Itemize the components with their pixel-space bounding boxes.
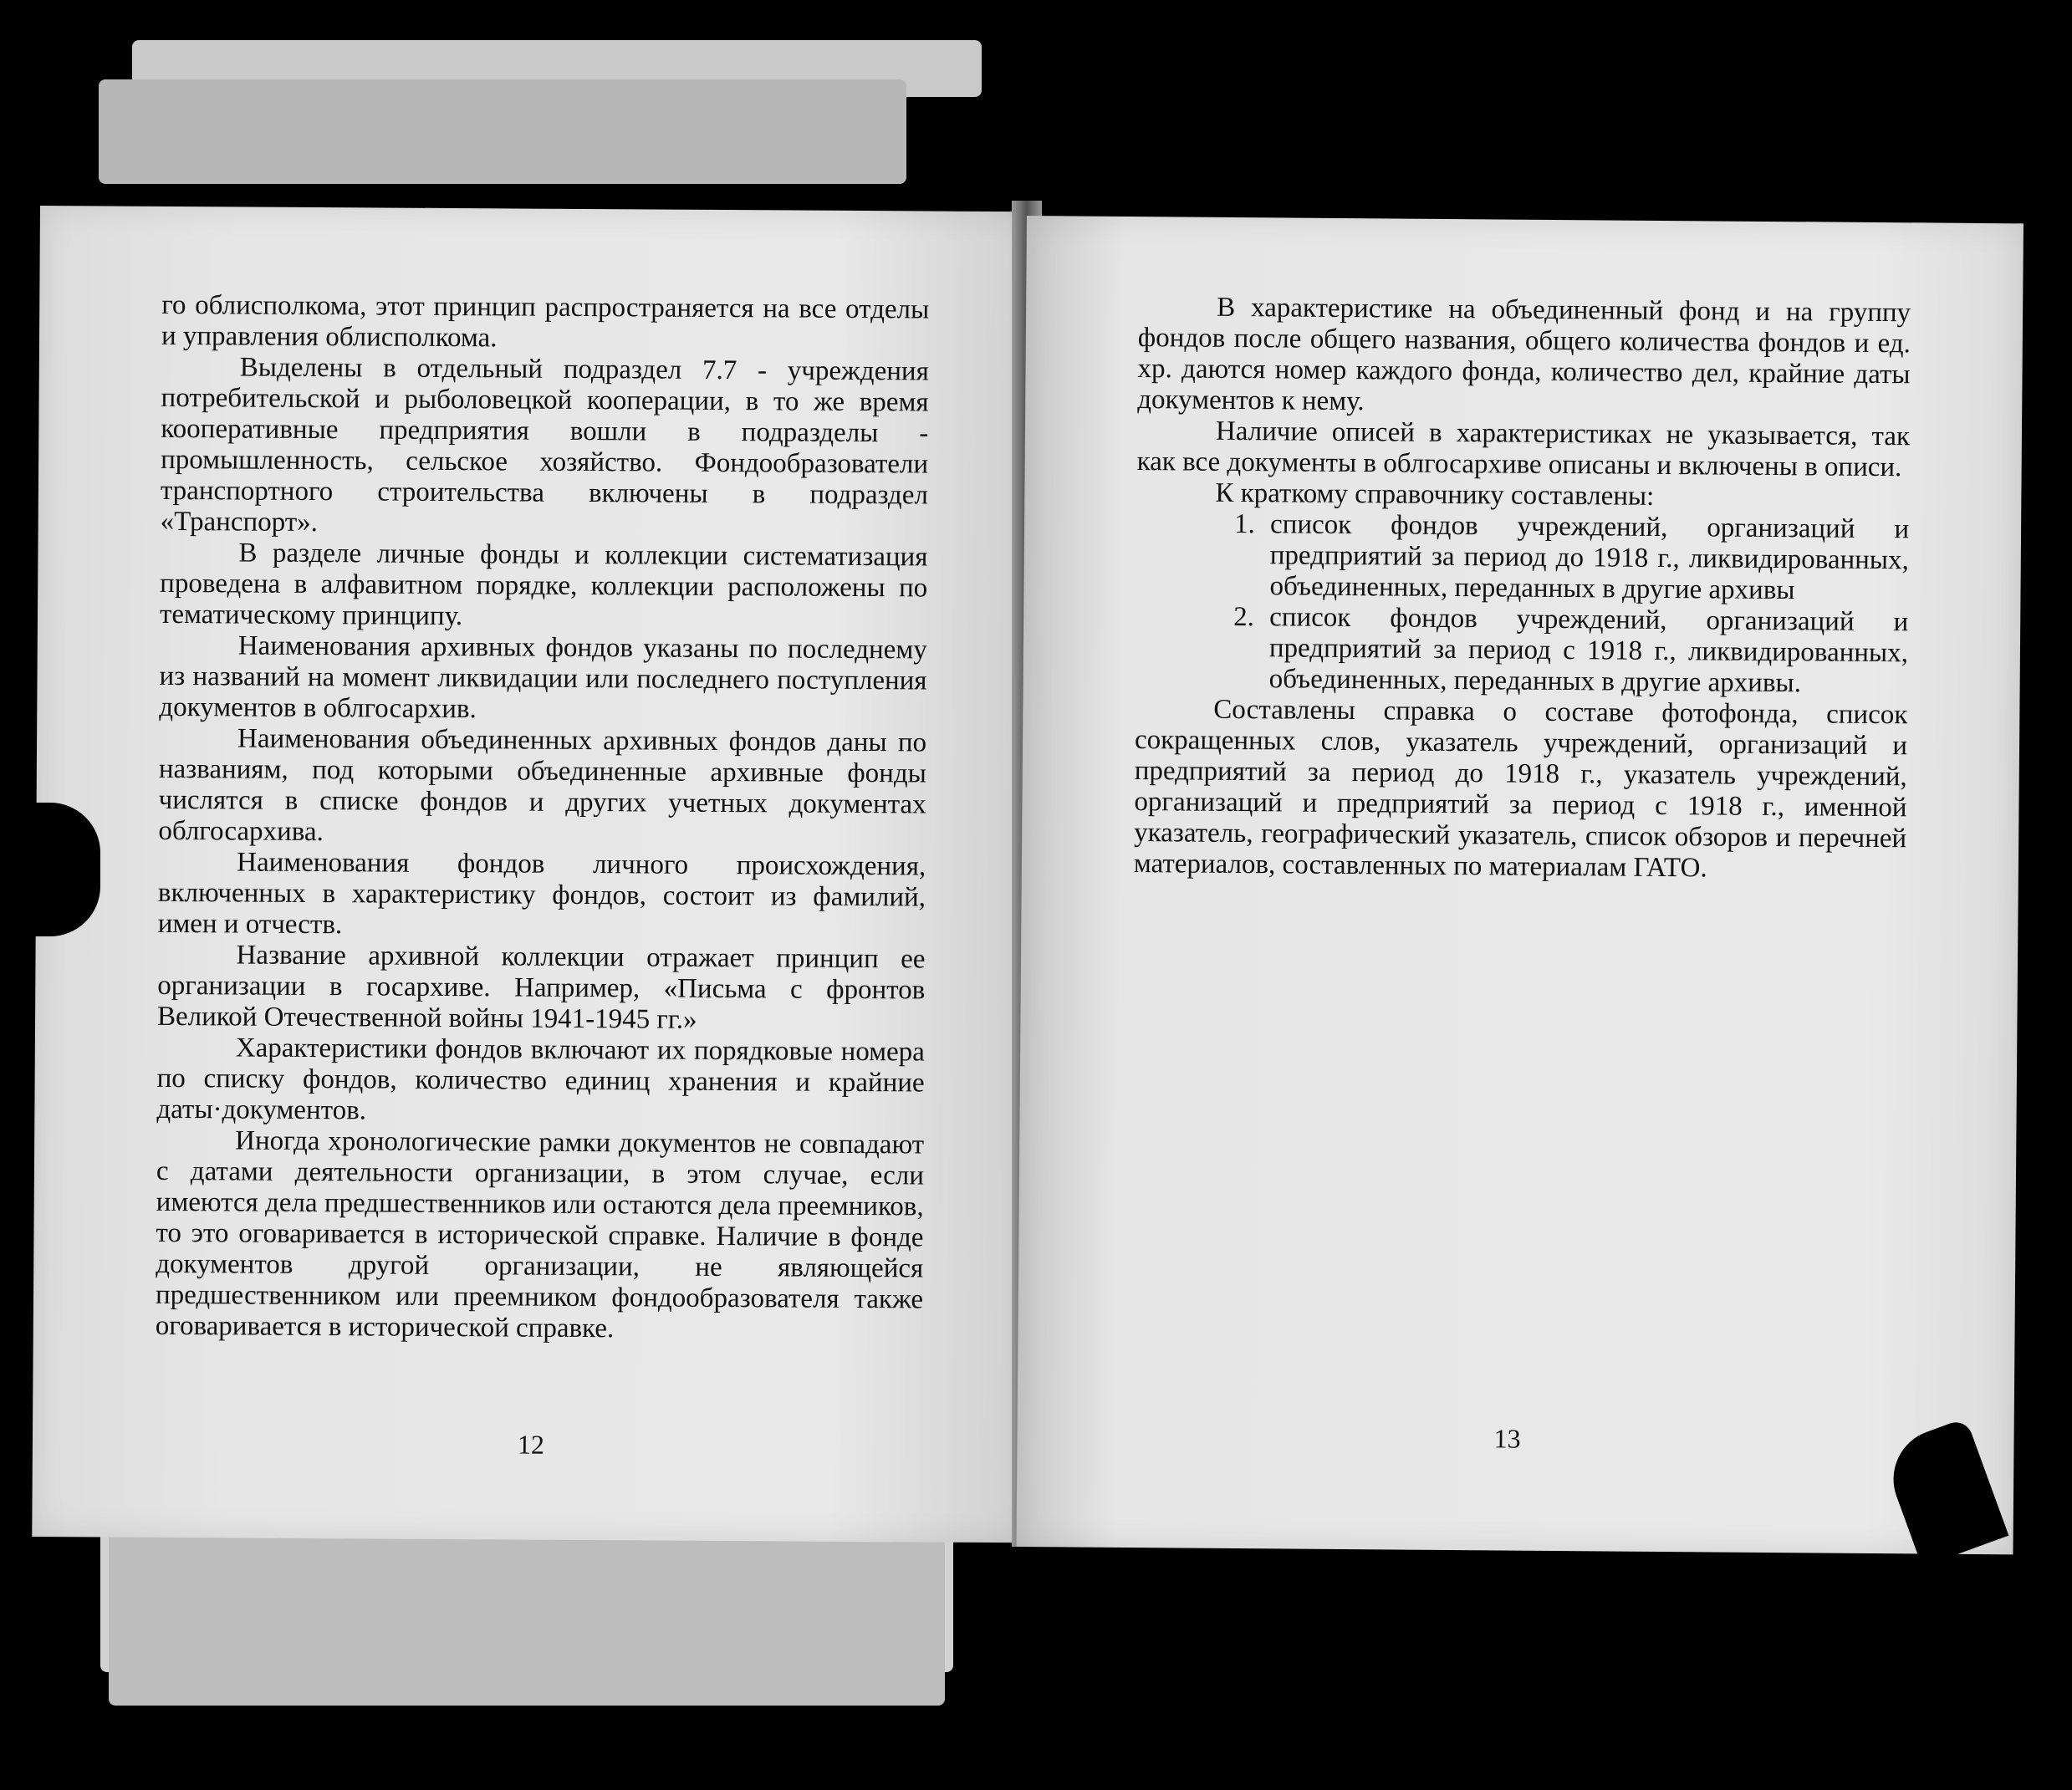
left-paragraph-6: Наименования фондов личного происхождения, включенных в характеристику фондов, состоит из фамилий, имен и отчеств. [157, 847, 926, 941]
right-page-number: 13 [1493, 1423, 1521, 1454]
left-page [32, 206, 1037, 1543]
right-paragraph-1: В характеристике на объединенный фонд и на группу фондов после общего названия, общего количества фондов и ед. хр. даются номер каждого фонда, количество дел, крайние даты документов к нему. [1137, 292, 1911, 417]
right-paragraph-3: К краткому справочнику составлены: [1215, 477, 1655, 512]
right-page [1016, 216, 2023, 1554]
page-stack-top-front [99, 79, 906, 184]
left-paragraph-4: Наименования архивных фондов указаны по последнему из названий на момент ликвидации или последнего поступления документов в облгосархив. [159, 630, 927, 725]
left-page-text [156, 290, 930, 1347]
right-list-item-1: 1. список фондов учреждений, организаций и предприятий за период до 1918 г., ликвидированных, объединенных, переданных в другие архивы [1261, 509, 1909, 607]
page-stack-bottom-back [109, 1530, 945, 1706]
left-paragraph-2: Выделены в отдельный подраздел 7.7 - учреждения потребительской и рыболовецкой кооперации, в то же время кооперативные предприятия вошли в подразделы - промышленность, сельское хозяйство. Фондообразователи транспортного строительства включены в подраздел «Транспорт». [160, 352, 929, 538]
right-list [1136, 508, 1910, 700]
right-paragraph-4: Составлены справка о составе фотофонда, список сокращенных слов, указатель учреждений, организаций и предприятий за период до 1918 г., указатель учреждений, организаций и предприятий за период с 1918 г., именной указатель, географический указатель, список обзоров и перечней материалов, составленных по материалам ГАТО. [1133, 694, 1908, 884]
right-list-item-2: 2. список фондов учреждений, организаций и предприятий за период с 1918 г., ликвидированных, объединенных, переданных в другие архивы. [1261, 602, 1909, 700]
left-paragraph-9: Иногда хронологические рамки документов не совпадают с датами деятельности организации, в этом случае, если имеются дела предшественников или остаются дела преемников, то это оговаривается в исторической справке. Наличие в фонде документов другой организации, не являющейся предшественником или преемником фондообразователя также оговаривается в исторической справке. [155, 1125, 925, 1344]
left-paragraph-8: Характеристики фондов включают их порядковые номера по списку фондов, количество единиц хранения и крайние даты·документов. [156, 1033, 925, 1126]
right-page-text [1134, 292, 1911, 885]
left-paragraph-5: Наименования объединенных архивных фондов даны по названиям, под которыми объединенные архивные фонды числятся в списке фондов и других учетных документах облгосархива. [158, 723, 927, 848]
left-paragraph-3: В разделе личные фонды и коллекции систематизация проведена в алфавитном порядке, коллекции расположены по тематическому принципу. [159, 538, 928, 632]
left-paragraph-1: го облисполкома, этот принцип распространяется на все отделы и управления облисполкома. [161, 289, 930, 354]
left-clip-shadow [25, 803, 100, 936]
right-paragraph-2: Наличие описей в характеристиках не указывается, так как все документы в облгосархиве описаны и включены в описи. [1136, 416, 1911, 483]
left-page-number: 12 [517, 1429, 545, 1460]
left-paragraph-7: Название архивной коллекции отражает принцип ее организации в госархиве. Например, «Письма с фронтов Великой Отечественной войны 1941-1945 гг.» [156, 940, 926, 1035]
